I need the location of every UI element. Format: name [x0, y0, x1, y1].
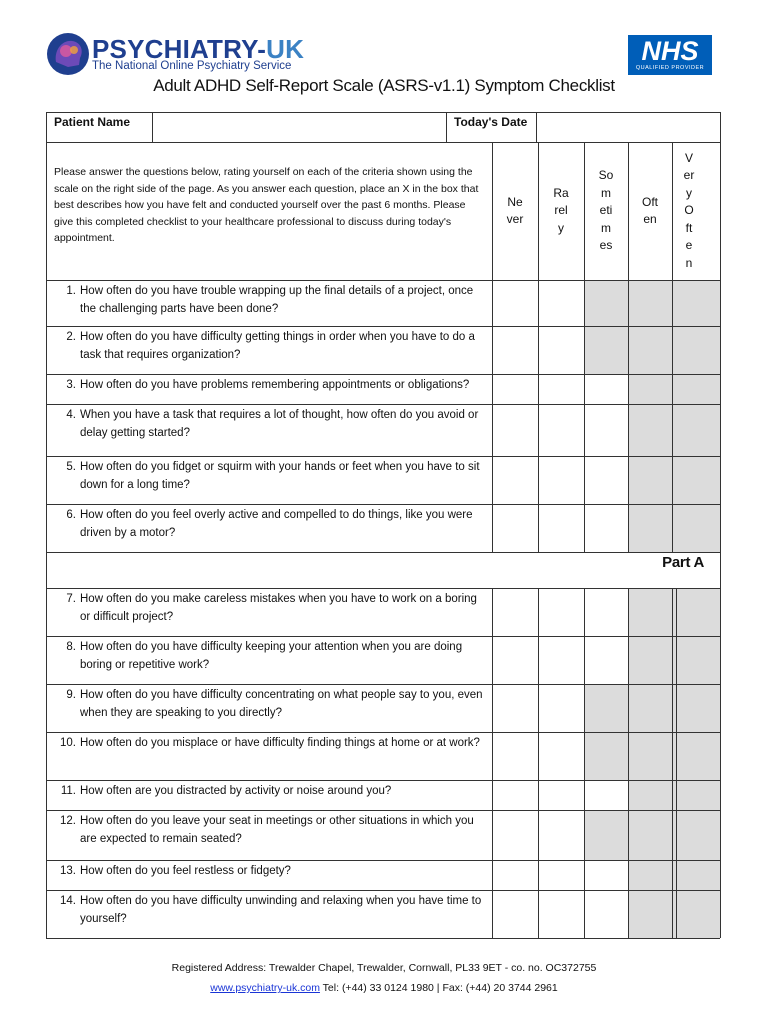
part-a-q6-answer-1[interactable] [493, 505, 538, 552]
part-a-q3-answer-1[interactable] [493, 375, 538, 404]
registered-address: Registered Address: Trewalder Chapel, Trewalder, Cornwall, PL33 9ET - co. no. OC372755 [171, 962, 597, 974]
part-a-q4-answer-3[interactable] [585, 405, 628, 456]
question-text: How often do you make careless mistakes when you have to work on a boring or difficult project? [80, 593, 477, 623]
column-header-3: So m eti m es [598, 168, 614, 253]
instructions: Please answer the questions below, rating yourself on each of the criteria shown using the scale on the right side of the page. As you answer each question, place an X in the box that best describes how you have felt and conducted yourself over the past 6 months. Please give this completed checklist to your healthcare professional to discuss during today's appointment. [54, 166, 479, 244]
part-b-q1-answer-3[interactable] [585, 589, 628, 636]
part-a-q1-answer-2[interactable] [539, 281, 584, 326]
question-text: How often do you feel overly active and compelled to do things, like you were driven by a motor? [80, 509, 473, 539]
brain-head-icon [46, 32, 90, 76]
part-b-q7-answer-1[interactable] [493, 861, 538, 890]
part-a-q1-answer-1[interactable] [493, 281, 538, 326]
question-number: 3. [66, 379, 76, 391]
column-header-2: Ra rel y [553, 185, 569, 235]
part-b-q6-answer-4[interactable] [629, 811, 672, 860]
part-b-q2-answer-5[interactable] [673, 637, 720, 684]
part-b-q2-answer-3[interactable] [585, 637, 628, 684]
part-a-q3-answer-3[interactable] [585, 375, 628, 404]
part-a-q4-answer-2[interactable] [539, 405, 584, 456]
question-text: How often do you fidget or squirm with your hands or feet when you have to sit down for a long time? [80, 461, 480, 491]
patient-name-field[interactable] [153, 112, 446, 142]
todays-date-field[interactable] [537, 112, 719, 142]
question-number: 8. [66, 641, 76, 653]
part-a-q4-answer-1[interactable] [493, 405, 538, 456]
question-number: 4. [66, 409, 76, 421]
question-number: 10. [60, 737, 76, 749]
part-a-q6-answer-2[interactable] [539, 505, 584, 552]
brand-tagline: The National Online Psychiatry Service [92, 60, 292, 72]
part-b-q8-answer-1[interactable] [493, 891, 538, 938]
part-b-q8-answer-3[interactable] [585, 891, 628, 938]
part-b-q1-answer-2[interactable] [539, 589, 584, 636]
part-a-label: Part A [662, 554, 704, 571]
question-number: 1. [66, 285, 76, 297]
part-a-q2-answer-5[interactable] [673, 327, 720, 374]
nhs-logo: NHS QUALIFIED PROVIDER [628, 35, 712, 75]
part-b-q4-answer-3[interactable] [585, 733, 628, 780]
page-title: Adult ADHD Self-Report Scale (ASRS-v1.1) Symptom Checklist [153, 76, 615, 95]
question-number: 5. [66, 461, 76, 473]
part-a-q5-answer-3[interactable] [585, 457, 628, 504]
part-b-q6-answer-5[interactable] [673, 811, 720, 860]
question-number: 6. [66, 509, 76, 521]
part-a-q5-answer-4[interactable] [629, 457, 672, 504]
part-a-q4-answer-5[interactable] [673, 405, 720, 456]
part-a-q5-answer-2[interactable] [539, 457, 584, 504]
part-b-q5-answer-5[interactable] [673, 781, 720, 810]
part-b-q3-answer-5[interactable] [673, 685, 720, 732]
psychiatry-uk-logo [46, 32, 346, 78]
column-header-4: Oft en [641, 194, 658, 226]
todays-date-label: Today's Date [454, 115, 528, 129]
part-a-q6-answer-4[interactable] [629, 505, 672, 552]
part-b-q7-answer-4[interactable] [629, 861, 672, 890]
part-b-q5-answer-2[interactable] [539, 781, 584, 810]
part-a-q1-answer-3[interactable] [585, 281, 628, 326]
part-b-q7-answer-2[interactable] [539, 861, 584, 890]
part-b-q8-answer-5[interactable] [673, 891, 720, 938]
part-b-q8-answer-2[interactable] [539, 891, 584, 938]
column-header-1: Ne ver [506, 194, 524, 226]
question-text: How often do you have difficulty unwinding and relaxing when you have time to yourself? [80, 895, 482, 925]
question-number: 12. [60, 815, 76, 827]
part-b-q4-answer-1[interactable] [493, 733, 538, 780]
question-text: How often do you have problems remembering appointments or obligations? [80, 379, 470, 391]
part-b-q5-answer-1[interactable] [493, 781, 538, 810]
question-text: How often do you have difficulty getting things in order when you have to do a task that requires organization? [80, 331, 475, 361]
brand-name: PSYCHIATRY-UK [92, 34, 305, 64]
part-a-q2-answer-4[interactable] [629, 327, 672, 374]
part-a-q3-answer-5[interactable] [673, 375, 720, 404]
question-text: How often do you feel restless or fidgety? [80, 865, 291, 877]
part-a-q5-answer-1[interactable] [493, 457, 538, 504]
part-b-q3-answer-1[interactable] [493, 685, 538, 732]
question-text: When you have a task that requires a lot of thought, how often do you avoid or delay getting started? [80, 409, 479, 439]
part-b-q1-answer-5[interactable] [673, 589, 720, 636]
question-text: How often do you have trouble wrapping up the final details of a project, once the challenging parts have been done? [80, 285, 474, 315]
column-header-5: V er y O ft e n [683, 150, 695, 270]
part-b-q2-answer-4[interactable] [629, 637, 672, 684]
part-a-q2-answer-3[interactable] [585, 327, 628, 374]
part-b-q3-answer-3[interactable] [585, 685, 628, 732]
part-b-q4-answer-5[interactable] [673, 733, 720, 780]
question-text: How often are you distracted by activity or noise around you? [80, 785, 392, 797]
question-number: 14. [60, 895, 76, 907]
part-b-q2-answer-2[interactable] [539, 637, 584, 684]
part-a-q5-answer-5[interactable] [673, 457, 720, 504]
question-text: How often do you have difficulty concentrating on what people say to you, even when they are speaking to you directly? [80, 689, 483, 719]
part-a-q4-answer-4[interactable] [629, 405, 672, 456]
part-a-q3-answer-4[interactable] [629, 375, 672, 404]
part-b-q2-answer-1[interactable] [493, 637, 538, 684]
question-number: 7. [66, 593, 76, 605]
part-a-q2-answer-2[interactable] [539, 327, 584, 374]
part-b-q4-answer-4[interactable] [629, 733, 672, 780]
part-a-q3-answer-2[interactable] [539, 375, 584, 404]
question-number: 13. [60, 865, 76, 877]
part-b-q4-answer-2[interactable] [539, 733, 584, 780]
part-b-q6-answer-1[interactable] [493, 811, 538, 860]
part-b-q3-answer-4[interactable] [629, 685, 672, 732]
question-number: 9. [66, 689, 76, 701]
question-text: How often do you misplace or have difficulty finding things at home or at work? [80, 737, 480, 749]
question-text: How often do you leave your seat in meetings or other situations in which you are expected to remain seated? [80, 815, 474, 845]
part-b-q6-answer-2[interactable] [539, 811, 584, 860]
part-b-q1-answer-1[interactable] [493, 589, 538, 636]
part-b-q6-answer-3[interactable] [585, 811, 628, 860]
part-a-q6-answer-3[interactable] [585, 505, 628, 552]
part-b-q7-answer-5[interactable] [673, 861, 720, 890]
part-b-q7-answer-3[interactable] [585, 861, 628, 890]
website-link[interactable]: www.psychiatry-uk.com [210, 982, 320, 994]
part-b-q5-answer-3[interactable] [585, 781, 628, 810]
question-text: How often do you have difficulty keeping your attention when you are doing boring or repetitive work? [80, 641, 463, 671]
question-number: 2. [66, 331, 76, 343]
part-b-q5-answer-4[interactable] [629, 781, 672, 810]
part-a-q2-answer-1[interactable] [493, 327, 538, 374]
part-a-q1-answer-5[interactable] [673, 281, 720, 326]
part-a-q6-answer-5[interactable] [673, 505, 720, 552]
part-b-q1-answer-4[interactable] [629, 589, 672, 636]
part-a-q1-answer-4[interactable] [629, 281, 672, 326]
patient-name-label: Patient Name [54, 115, 131, 129]
part-b-q8-answer-4[interactable] [629, 891, 672, 938]
contact-line: www.psychiatry-uk.com Tel: (+44) 33 0124 1980 | Fax: (+44) 20 3744 2961 [210, 982, 558, 994]
part-b-q3-answer-2[interactable] [539, 685, 584, 732]
question-number: 11. [60, 785, 76, 797]
